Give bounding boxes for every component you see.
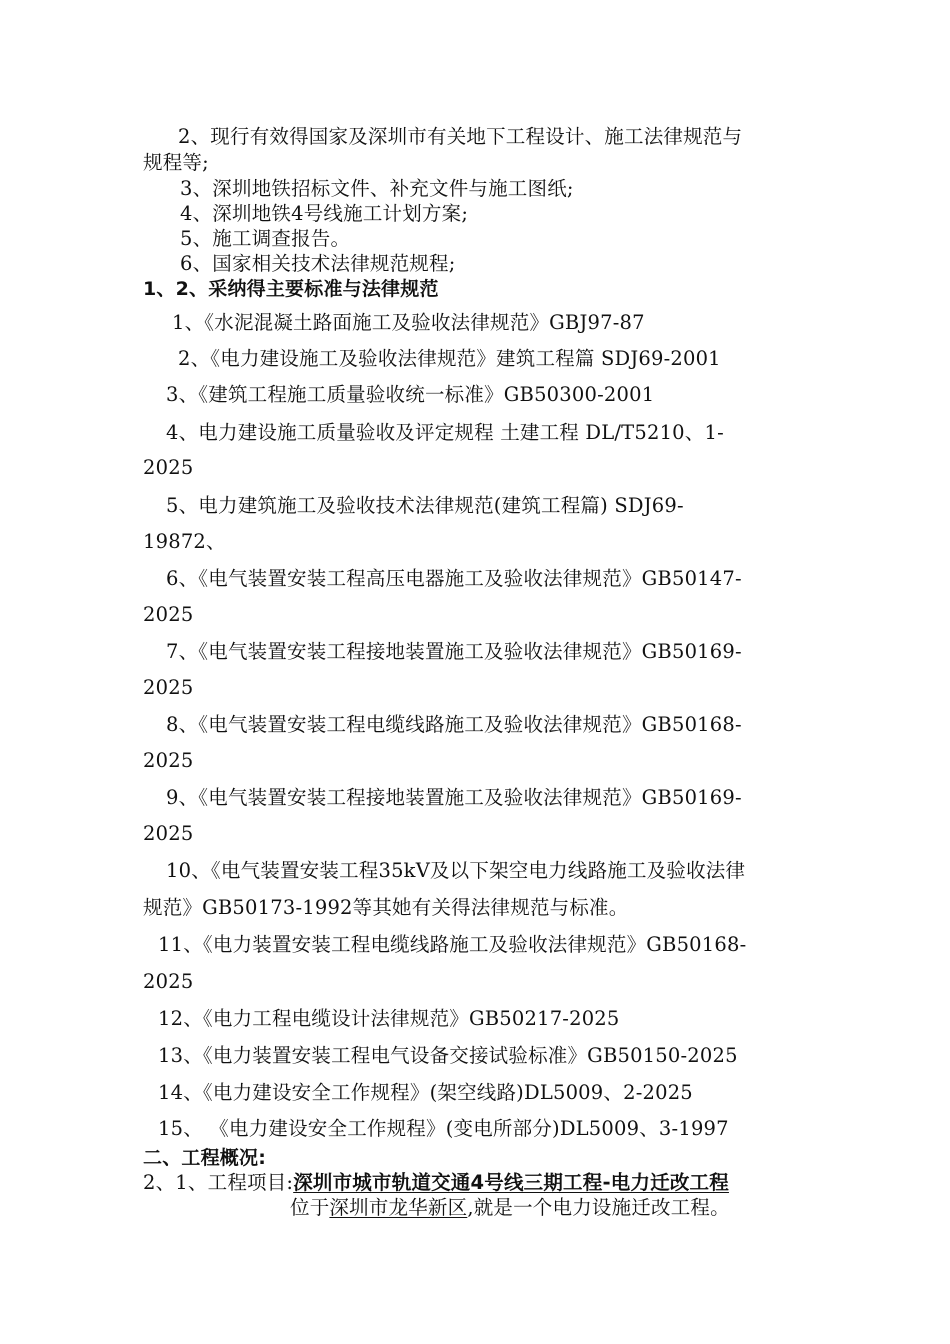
standard-item: 5、电力建筑施工及验收技术法律规范(建筑工程篇) SDJ69-	[166, 494, 684, 517]
standard-item: 13、《电力装置安装工程电气设备交接试验标准》GB50150-2025	[158, 1044, 738, 1067]
standard-item-cont: 2025	[143, 603, 194, 626]
standard-item: 14、《电力建设安全工作规程》(架空线路)DL5009、2-2025	[158, 1081, 693, 1104]
standard-item-cont: 2025	[143, 749, 194, 772]
standard-item-cont: 2025	[143, 676, 194, 699]
standard-item: 7、《电气装置安装工程接地装置施工及验收法律规范》GB50169-	[166, 640, 742, 663]
standard-item-cont: 2025	[143, 822, 194, 845]
intro-item-2: 2、现行有效得国家及深圳市有关地下工程设计、施工法律规范与	[178, 125, 743, 148]
intro-item-5: 5、施工调查报告。	[180, 227, 351, 250]
standard-item-cont: 2025	[143, 456, 194, 479]
standard-item: 2、《电力建设施工及验收法律规范》建筑工程篇 SDJ69-2001	[178, 347, 721, 370]
location-suffix: ,就是一个电力设施迁改工程。	[467, 1196, 730, 1219]
intro-item-4: 4、深圳地铁4号线施工计划方案;	[180, 202, 469, 225]
section-heading-overview: 二、工程概况:	[143, 1147, 266, 1169]
standard-item-cont: 2025	[143, 970, 194, 993]
intro-item-2-cont: 规程等;	[143, 151, 209, 174]
project-line	[143, 1170, 823, 1196]
standard-item-cont: 规范》GB50173-1992等其她有关得法律规范与标准。	[143, 896, 629, 919]
standard-item: 8、《电气装置安装工程电缆线路施工及验收法律规范》GB50168-	[166, 713, 742, 736]
section-heading-standards: 1、2、采纳得主要标准与法律规范	[143, 278, 439, 300]
project-location: 深圳市龙华新区	[329, 1196, 468, 1219]
standard-item: 1、《水泥混凝土路面施工及验收法律规范》GBJ97-87	[172, 311, 645, 334]
standard-item-cont: 19872、	[143, 530, 226, 553]
standard-item: 3、《建筑工程施工质量验收统一标准》GB50300-2001	[166, 383, 655, 406]
standard-item: 12、《电力工程电缆设计法律规范》GB50217-2025	[158, 1007, 620, 1030]
standard-item: 11、《电力装置安装工程电缆线路施工及验收法律规范》GB50168-	[158, 933, 747, 956]
standard-item: 4、电力建设施工质量验收及评定规程 土建工程 DL/T5210、1-	[166, 421, 724, 444]
standard-item: 6、《电气装置安装工程高压电器施工及验收法律规范》GB50147-	[166, 567, 742, 590]
location-prefix: 位于	[290, 1196, 330, 1219]
standard-item: 9、《电气装置安装工程接地装置施工及验收法律规范》GB50169-	[166, 786, 742, 809]
intro-item-6: 6、国家相关技术法律规范规程;	[180, 252, 456, 275]
standard-item: 10、《电气装置安装工程35kV及以下架空电力线路施工及验收法律	[166, 859, 746, 882]
standard-item: 15、 《电力建设安全工作规程》(变电所部分)DL5009、3-1997	[158, 1117, 729, 1140]
project-location-line	[290, 1195, 950, 1221]
project-label: 2、1、工程项目:	[143, 1171, 294, 1194]
intro-item-3: 3、深圳地铁招标文件、补充文件与施工图纸;	[180, 177, 574, 200]
project-name: 深圳市城市轨道交通4号线三期工程-电力迁改工程	[293, 1171, 729, 1194]
